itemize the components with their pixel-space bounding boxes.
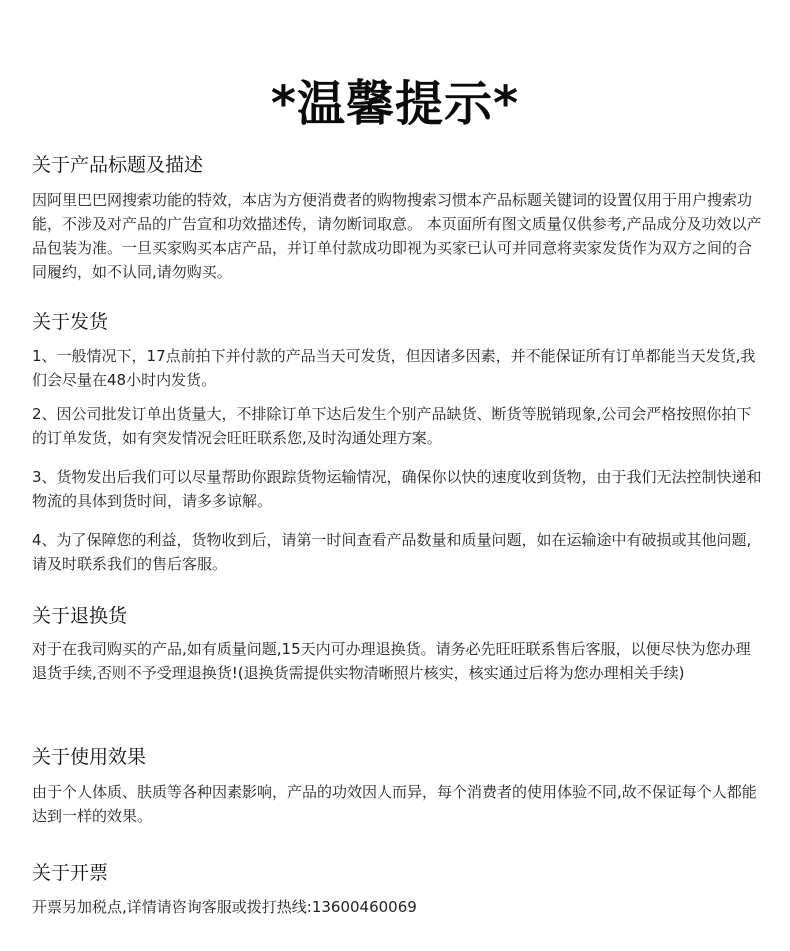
section-heading-invoice: 关于开票: [32, 862, 109, 884]
paragraph-product-description: 因阿里巴巴网搜索功能的特效，本店为方便消费者的购物搜索习惯本产品标题关键词的设置仅用于用户搜索功能，不涉及对产品的广告宣和功效描述传，请勿断词取意。 本页面所有图文质量仅供参考,产品成分及功效以产品包装为准。一旦买家购买本店产品，并订单付款成功即视为买家已认可并同意将卖家发货作为双方之间的合同履约，如不认同,请勿购买。: [32, 191, 762, 281]
section-heading-shipping: 关于发货: [32, 311, 109, 333]
section-heading-returns: 关于退换货: [32, 605, 128, 627]
section-heading-product-description: 关于产品标题及描述: [32, 154, 204, 176]
paragraph-usage-effect: 由于个人体质、肤质等各种因素影响，产品的功效因人而异，每个消费者的使用体验不同,故不保证每个人都能达到一样的效果。: [32, 783, 757, 825]
paragraph-shipping-4: 4、为了保障您的利益，货物收到后，请第一时间查看产品数量和质量问题，如在运输途中有破损或其他问题,请及时联系我们的售后客服。: [32, 531, 752, 573]
paragraph-shipping-3: 3、货物发出后我们可以尽量帮助你跟踪货物运输情况，确保你以快的速度收到货物，由于我们无法控制快递和物流的具体到货时间，请多多谅解。: [32, 468, 762, 510]
page-title: *温馨提示*: [270, 76, 520, 132]
paragraph-invoice: 开票另加税点,详情请咨询客服或拨打热线:13600460069: [32, 898, 417, 916]
paragraph-shipping-2: 2、因公司批发订单出货量大，不排除订单下达后发生个别产品缺货、断货等脱销现象,公司会严格按照你拍下的订单发货，如有突发情况会旺旺联系您,及时沟通处理方案。: [32, 405, 752, 447]
paragraph-shipping-1: 1、一般情况下，17点前拍下并付款的产品当天可发货，但因诸多因素，并不能保证所有订单都能当天发货,我们会尽量在48小时内发货。: [32, 347, 756, 389]
section-heading-usage-effect: 关于使用效果: [32, 746, 147, 768]
paragraph-returns: 对于在我司购买的产品,如有质量问题,15天内可办理退换货。请务必先旺旺联系售后客服，以便尽快为您办理退货手续,否则不予受理退换货!(退换货需提供实物清晰照片核实，核实通过后将为您办理相关手续): [32, 640, 751, 682]
